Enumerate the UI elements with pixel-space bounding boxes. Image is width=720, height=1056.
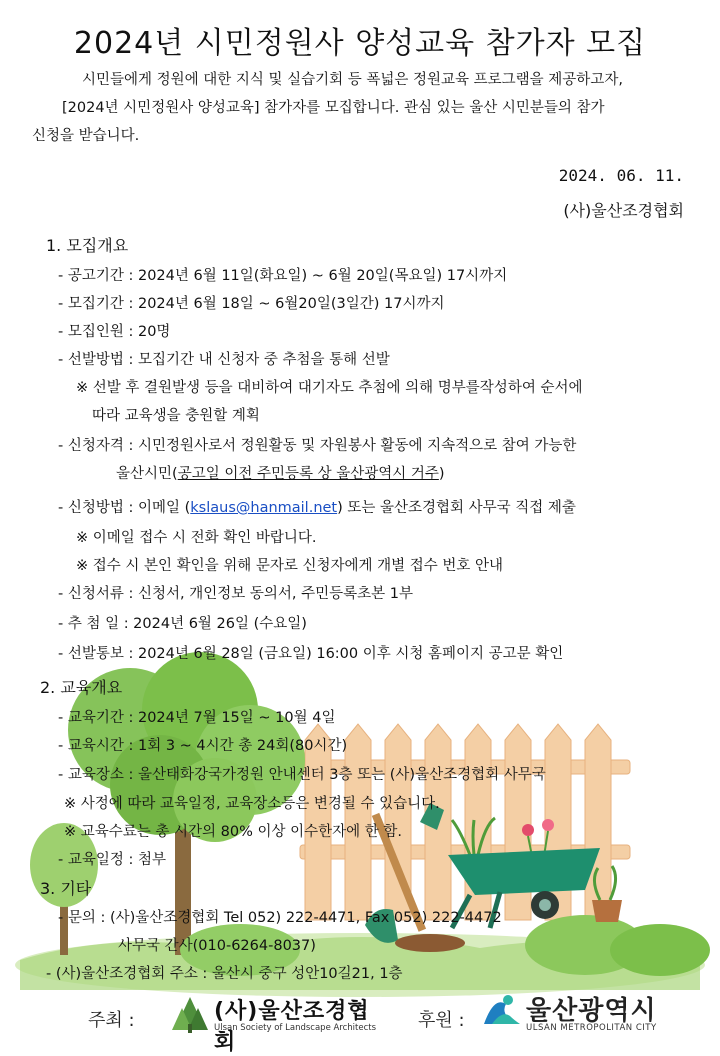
intro-line-3: 신청을 받습니다. xyxy=(32,128,140,144)
eligibility-suffix: ) xyxy=(438,466,445,482)
edu-hours: - 교육시간 : 1회 3 ~ 4시간 총 24회(80시간) xyxy=(58,738,348,754)
apply-note-2: ※ 접수 시 본인 확인을 위해 문자로 신청자에게 개별 접수 번호 안내 xyxy=(76,558,504,574)
selection-note-2: 따라 교육생을 충원할 계획 xyxy=(92,408,260,424)
edu-note-2: ※ 교육수료는 총 시간의 80% 이상 이수한자에 한 함. xyxy=(64,824,402,840)
selection-result: - 선발통보 : 2024년 6월 28일 (금요일) 16:00 이후 시청 홈페이지 공고문 확인 xyxy=(58,646,564,662)
section-3-heading: 3. 기타 xyxy=(40,879,92,898)
documents: - 신청서류 : 신청서, 개인정보 동의서, 주민등록초본 1부 xyxy=(58,586,413,602)
eligibility-underlined: 공고일 이전 주민등록 상 울산광역시 거주 xyxy=(177,466,439,482)
host-logo xyxy=(170,994,380,1055)
sponsor-name: 울산광역시 xyxy=(526,996,657,1026)
notice-period: - 공고기간 : 2024년 6월 11일(화요일) ~ 6월 20일(목요일) 17시까지 xyxy=(58,268,508,284)
apply-suffix: ) 또는 울산조경협회 사무국 직접 제출 xyxy=(337,500,576,516)
selection-method: - 선발방법 : 모집기간 내 신청자 중 추첨을 통해 선발 xyxy=(58,352,390,368)
edu-schedule: - 교육일정 : 첨부 xyxy=(58,852,166,868)
page-title: 2024년 시민정원사 양성교육 참가자 모집 xyxy=(73,26,647,61)
section-1-heading: 1. 모집개요 xyxy=(46,236,129,255)
host-name: (사)울산조경협회 xyxy=(214,999,370,1055)
host-label: 주최 : xyxy=(88,1010,135,1031)
selection-note-1: ※ 선발 후 결원발생 등을 대비하여 대기자도 추첨에 의해 명부를작성하여 순서에 xyxy=(76,380,583,396)
address-line: - (사)울산조경협회 주소 : 울산시 중구 성안10길21, 1층 xyxy=(46,966,403,982)
draw-date: - 추 첨 일 : 2024년 6월 26일 (수요일) xyxy=(58,616,307,632)
eligibility-line-1: - 신청자격 : 시민정원사로서 정원활동 및 자원봉사 활동에 지속적으로 참여 가능한 xyxy=(58,438,577,454)
intro-line-1: 시민들에게 정원에 대한 지식 및 실습기회 등 폭넓은 정원교육 프로그램을 제공하고자, xyxy=(82,72,623,88)
intro-paragraph xyxy=(32,66,695,150)
sponsor-label: 후원 : xyxy=(418,1010,465,1031)
footer xyxy=(0,990,720,1055)
section-2-heading: 2. 교육개요 xyxy=(40,678,123,697)
sponsor-name-en: ULSAN METROPOLITAN CITY xyxy=(526,1023,657,1033)
organizer-name: (사)울산조경협회 xyxy=(563,201,684,220)
contact-line-2: 사무국 간사(010-6264-8037) xyxy=(118,938,316,954)
recruit-period: - 모집기간 : 2024년 6월 18일 ~ 6월20일(3일간) 17시까지 xyxy=(58,296,445,312)
edu-note-1: ※ 사정에 따라 교육일정, 교육장소등은 변경될 수 있습니다. xyxy=(64,796,440,812)
notice-date: 2024. 06. 11. xyxy=(558,166,684,185)
eligibility-line-2 xyxy=(116,462,445,483)
society-tree-icon xyxy=(170,994,210,1034)
intro-line-2: [2024년 시민정원사 양성교육] 참가자를 모집합니다. 관심 있는 울산 시민분들의 참가 xyxy=(62,100,605,116)
eligibility-prefix: 울산시민( xyxy=(116,466,178,482)
headcount: - 모집인원 : 20명 xyxy=(58,324,171,340)
apply-prefix: - 신청방법 : 이메일 ( xyxy=(58,500,191,516)
city-emblem-icon xyxy=(480,990,522,1032)
email-link[interactable]: kslaus@hanmail.net xyxy=(190,500,338,516)
edu-period: - 교육기간 : 2024년 7월 15일 ~ 10월 4일 xyxy=(58,710,336,726)
contact-line-1: - 문의 : (사)울산조경협회 Tel 052) 222-4471, Fax 052) 222-4472 xyxy=(58,910,502,926)
edu-place: - 교육장소 : 울산태화강국가정원 안내센터 3층 또는 (사)울산조경협회 사무국 xyxy=(58,767,546,783)
sponsor-logo xyxy=(480,990,710,1036)
apply-note-1: ※ 이메일 접수 시 전화 확인 바랍니다. xyxy=(76,530,317,546)
host-name-en: Ulsan Society of Landscape Architects xyxy=(214,1023,377,1033)
apply-method xyxy=(58,496,576,517)
